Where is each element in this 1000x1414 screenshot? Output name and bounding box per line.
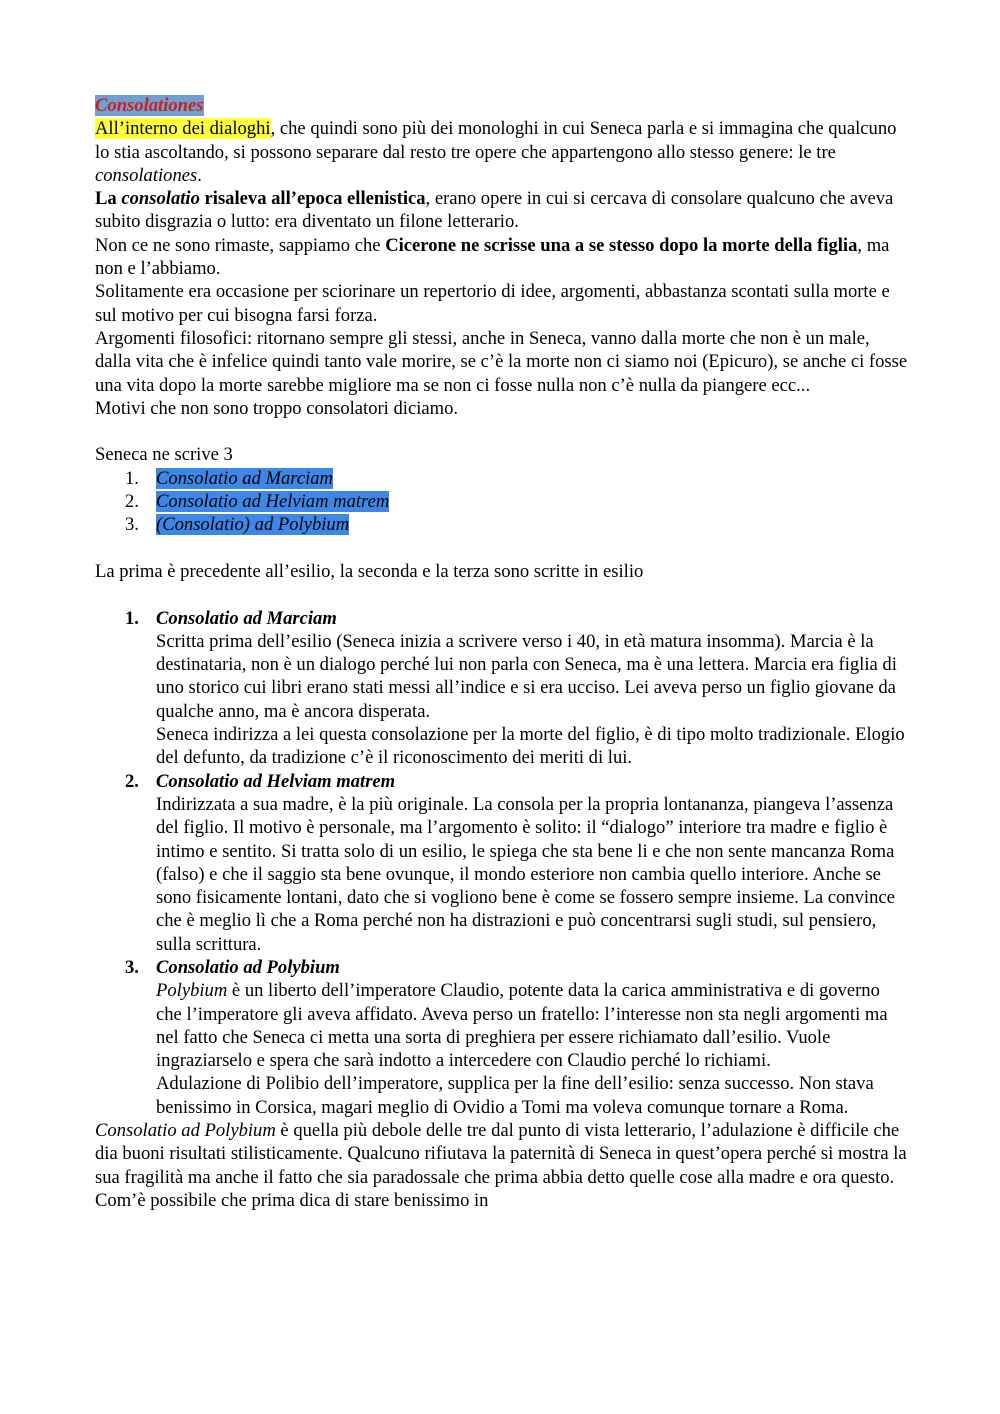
paragraph-text: , erano opere in cui si cercava di consolare qualcuno che aveva subito disgrazia o lutto: era diventato un filone letterario. [95,188,894,233]
works-list [95,467,910,537]
detail-text [156,979,910,1072]
paragraph-esilio: La prima è precedente all’esilio, la seconda e la terza sono scritte in esilio [95,560,644,582]
list-number: 2. [125,770,139,792]
list-intro: Seneca ne scrive 3 [95,444,233,466]
detail-heading: Consolatio ad Helviam matrem [156,770,396,792]
bold-text: Cicerone ne scrisse una a se stesso dopo la morte della figlia [385,234,858,256]
paragraph-motivi: Motivi che non sono troppo consolatori diciamo. [95,397,459,419]
intro-text: , che quindi sono più dei monologhi in cui Seneca parla e si immagina che qualcuno lo stia ascoltando, si possono separare dal resto tre opere che appartengono allo stesso genere: le tre [95,118,897,163]
detailed-list [95,607,910,1120]
bold-italic-text: consolatio [121,188,200,210]
list-item [95,467,910,490]
intro-end: . [197,164,202,186]
paragraph-cicerone [95,234,910,281]
list-item-text: Consolatio ad Helviam matrem [156,491,390,513]
blank-line [95,537,910,560]
detail-heading: Consolatio ad Marciam [156,607,337,629]
list-item-text: (Consolatio) ad Polybium [156,514,350,536]
section-title [95,94,910,117]
list-number: 1. [125,467,139,489]
paragraph-argomenti: Argomenti filosofici: ritornano sempre gli stessi, anche in Seneca, vanno dalla morte che non è un male, dalla vita che è infelice quindi tanto vale morire, se c’è la morte non ci siamo noi (Epicuro), se anche ci fosse una vita dopo la morte sarebbe migliore ma se non ci fosse nulla non c’è nulla da piangere ecc... [95,327,908,396]
bold-text: La [95,188,122,210]
list-item [95,513,910,536]
paragraph-repertorio: Solitamente era occasione per sciorinare un repertorio di idee, argomenti, abbastanza scontati sulla morte e sul motivo per cui bisogna farsi forza. [95,281,890,326]
highlighted-phrase: All’interno dei dialoghi [95,118,271,140]
detail-text-body: è un liberto dell’imperatore Claudio, potente data la carica amministrativa e di governo che l’imperatore gli aveva affidato. Aveva perso un fratello: l’interesse non sta negli argomenti ma nel fatto che Seneca ci metta una sorta di preghiera per essere richiamato dall’esilio. Vuole ingraziarselo e spera che sarà indotto a intercedere con Claudio perché lo richiami. [156,980,888,1072]
italic-text: Polybium [156,980,228,1002]
closing-paragraph [95,1119,910,1212]
detail-item-helviam [95,770,910,956]
blank-line [95,583,910,606]
list-number: 2. [125,491,139,513]
list-number: 1. [125,607,139,629]
paragraph-consolatio [95,187,910,234]
bold-text: risaleva all’epoca ellenistica [199,188,426,210]
detail-text: Adulazione di Polibio dell’imperatore, supplica per la fine dell’esilio: senza successo. Non stava benissimo in Corsica, magari meglio di Ovidio a Tomi ma voleva comunque tornare a Roma. [156,1073,874,1118]
detail-text: Indirizzata a sua madre, è la più originale. La consola per la propria lontananza, piangeva l’assenza del figlio. Il motivo è personale, ma l’argomento è solito: il “dialogo” interiore tra madre e figlio è intimo e sentito. Si tratta solo di un esilio, le spiega che sta bene li e che non sente mancanza Roma (falso) e che il saggio sta bene ovunque, il mondo esteriore non cambia quello interiore. Anche se sono fisicamente lontani, dato che si vogliono bene è come se fossero sempre insieme. La convince che è meglio lì che a Roma perché non ha distrazioni e può concentrarsi sugli studi, sul pensiero, sulla scrittura. [156,793,895,955]
detail-heading: Consolatio ad Polybium [156,956,340,978]
document-page [95,94,910,1212]
closing-text: è quella più debole delle tre dal punto di vista letterario, l’adulazione è difficile che dia buoni risultati stilisticamente. Qualcuno rifiutava la paternità di Seneca in quest’opera perché si mostra la sua fragilità ma anche il fatto che sia paradossale che prima abbia detto quelle cose alla madre e ora questo. Com’è possibile che prima dica di stare benissimo in [95,1120,907,1211]
intro-paragraph [95,117,910,187]
detail-text: Seneca indirizza a lei questa consolazione per la morte del figlio, è di tipo molto tradizionale. Elogio del defunto, da tradizione c’è il riconoscimento dei meriti di lui. [156,724,905,769]
title-text: Consolationes [95,95,204,116]
detail-item-polybium [95,956,910,1119]
list-item-text: Consolatio ad Marciam [156,467,333,489]
list-number: 3. [125,514,139,536]
paragraph-text: Non ce ne sono rimaste, sappiamo che [95,234,386,256]
list-item [95,490,910,513]
detail-item-marciam [95,607,910,770]
paragraph-text: , ma non e l’abbiamo. [95,234,890,280]
detail-text: Scritta prima dell’esilio (Seneca inizia a scrivere verso i 40, in età matura insomma). Marcia è la destinataria, non è un dialogo perché lui non parla con Seneca, ma è una lettera. Marcia era figlia di uno storico cui libri erano stati messi all’indice e si era ucciso. Lei aveva perso un figlio giovane da qualche anno, ma è ancora disperata. [156,630,897,722]
blank-line [95,420,910,443]
italic-text: Consolatio ad Polybium [95,1120,276,1142]
list-number: 3. [125,956,139,978]
intro-italic: consolationes [95,164,198,186]
